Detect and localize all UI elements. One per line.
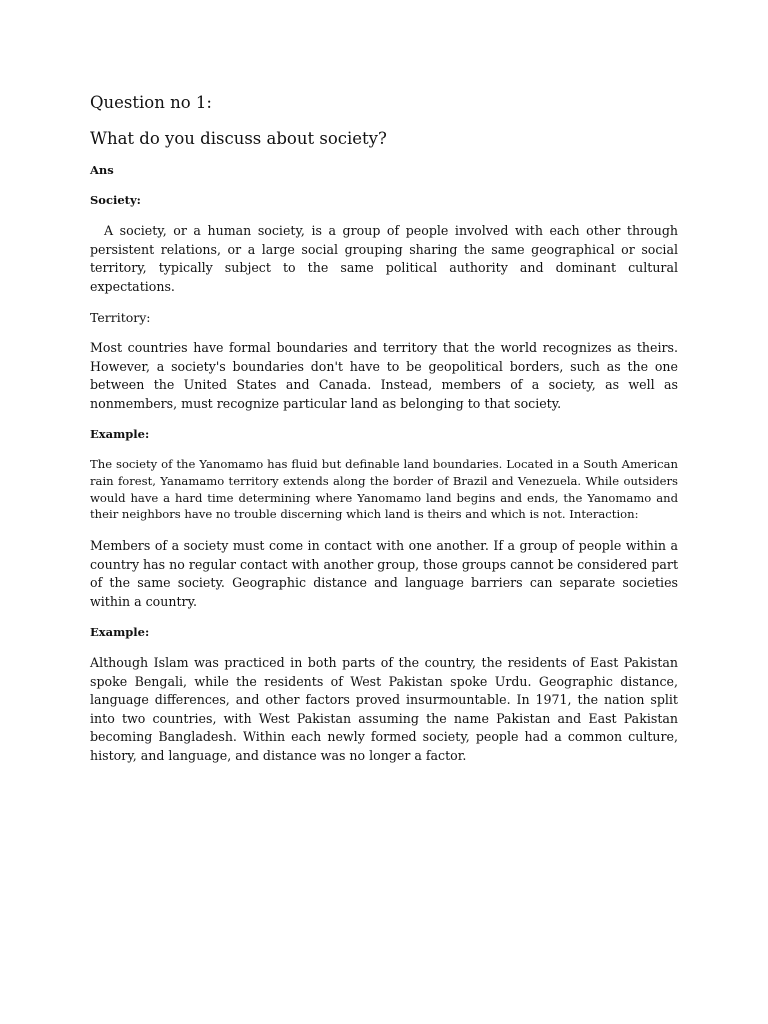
example2-heading: Example: bbox=[90, 625, 150, 640]
example1-heading: Example: bbox=[90, 427, 150, 441]
territory-heading: Territory: bbox=[90, 310, 151, 325]
interaction-paragraph: Members of a society must come in contact with one another. If a group of people within a country has no regular contact with another group, those groups cannot be considered part of the same society. Geographic distance and language barriers can separate societies within a country. bbox=[90, 538, 679, 609]
document-page bbox=[90, 92, 678, 778]
example2-paragraph: Although Islam was practiced in both parts of the country, the residents of East Pakistan spoke Bengali, while the residents of West Pakistan spoke Urdu. Geographic distance, language differences, and other factors proved insurmountable. In 1971, the nation split into two countries, with West Pakistan assuming the name Pakistan and East Pakistan becoming Bangladesh. Within each newly formed society, people had a common culture, history, and language, and distance was no longer a factor. bbox=[90, 655, 678, 763]
society-heading: Society: bbox=[90, 193, 141, 207]
question-number: Question no 1: bbox=[90, 93, 212, 112]
society-paragraph: A society, or a human society, is a group of people involved with each other through persistent relations, or a large social grouping sharing the same geographical or social territory, typically subject to the same political authority and dominant cultural expectations. bbox=[90, 223, 678, 294]
question-text: What do you discuss about society? bbox=[90, 129, 387, 148]
ans-label: Ans bbox=[90, 163, 114, 177]
territory-paragraph: Most countries have formal boundaries and territory that the world recognizes as theirs. However, a society's boundaries don't have to be geopolitical borders, such as the one between the United States and Canada. Instead, members of a society, as well as nonmembers, must recognize particular land as belonging to that society. bbox=[90, 340, 678, 411]
example1-paragraph: The society of the Yanomamo has fluid but definable land boundaries. Located in a South American rain forest, Yanamamo territory extends along the border of Brazil and Venezuela. While outsiders would have a hard time determining where Yanomamo land begins and ends, the Yanomamo and their neighbors have no trouble discerning which land is theirs and which is not. Interaction: bbox=[90, 457, 678, 522]
